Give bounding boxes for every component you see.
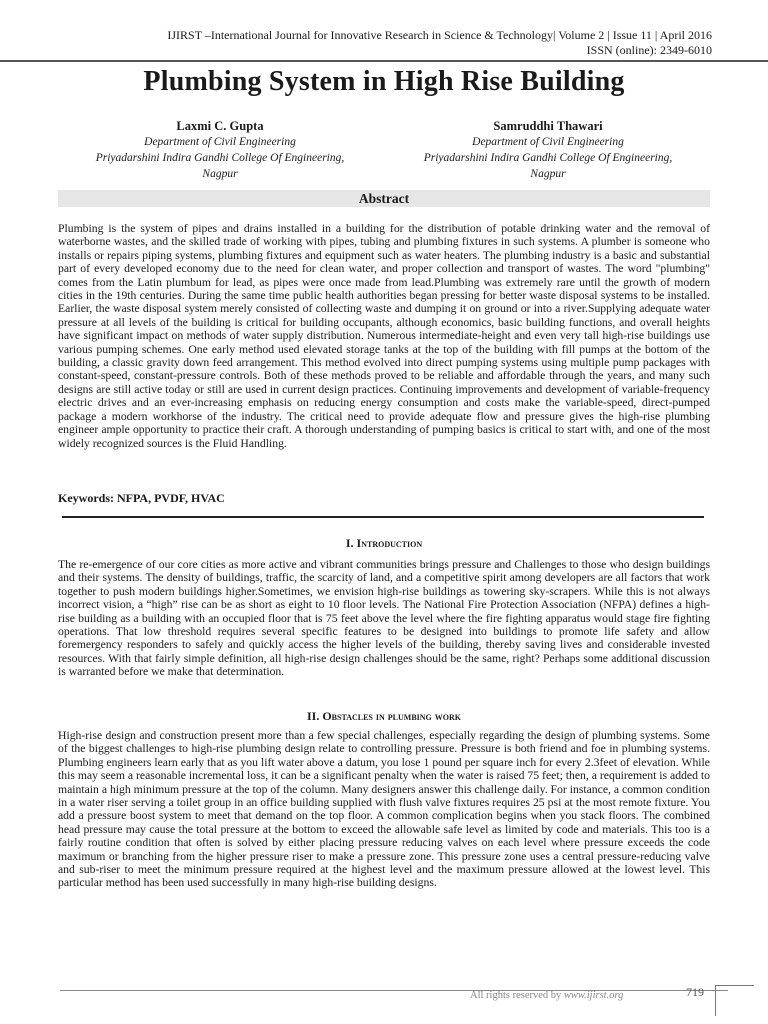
author-city: Nagpur (530, 168, 566, 180)
author-name: Samruddhi Thawari (493, 119, 603, 133)
author-block-2 (398, 118, 698, 182)
section-heading-introduction: I. Introduction (345, 536, 423, 550)
abstract-heading: Abstract (58, 190, 710, 207)
abstract-divider (62, 516, 704, 518)
footer-divider (60, 990, 728, 991)
page-number: 719 (686, 985, 704, 999)
section-text-obstacles: High-rise design and construction present more than a few special challenges, especially regarding the design of plumbing systems. Some of the biggest challenges to high-rise plumbing design relate to controlling pressure. Pressure is both friend and foe in plumbing systems. Plumbing engineers learn early that as you lift water above a datum, you lose 1 pound per square inch for every 2.3feet of elevation. While this may seem a reasonable incremental loss, it can be a significant penalty when the water is raised 75 feet; then, a requirement is added to maintain a high minimum pressure at the top of the column. Many designers answer this challenge daily. For instance, a common condition in a water riser serving a toilet group in an office building supplied with flush valve fixtures requires 25 psi at the most remote fixture. You add a pressure boost system to meet that demand on the top floor. A common complication begins when you stack floors. The combined head pressure may cause the total pressure at the bottom to exceed the allowable safe level as limited by code and materials. This too is a fairly routine condition that often is solved by either placing pressure reducing valves on each level where pressure exceeds the code maximum or branching from the higher pressure riser to make a pressure zone. This pressure zone uses a central pressure-reducing valve and sub-riser to meet the minimum pressure required at the highest level and the maximum pressure allowed at the lowest level. This particular method has been used successfully in many high-rise building designs. (58, 729, 710, 890)
abstract-text: Plumbing is the system of pipes and drains installed in a building for the distribution of potable drinking water and the removal of waterborne wastes, and the skilled trade of working with pipes, tubing and plumbing fixtures in such systems. A plumber is someone who installs or repairs piping systems, plumbing fixtures and equipment such as water heaters. The plumbing industry is a basic and substantial part of every developed economy due to the need for clean water, and proper collection and transport of wastes. The word "plumbing" comes from the Latin plumbum for lead, as pipes were once made from lead.Plumbing was extremely rare until the growth of modern cities in the 19th centuries. During the same time public health authorities began pressing for better waste disposal systems to be installed. Earlier, the waste disposal system merely consisted of collecting waste and dumping it on ground or into a river.Supplying adequate water pressure at all levels of the building is critical for building occupants, although economics, basic building functions, and overall heights have significant impact on methods of water supply distribution. Numerous intermediate-height and even very tall high-rise buildings use various pumping schemes. One early method used elevated storage tanks at the top of the building with fill pumps at the bottom of the building, a classic gravity down feed arrangement. This method evolved into direct pumping systems using multiple pump packages with constant-speed, constant-pressure controls. Both of these methods proved to be reliable and affordable through the years, and many such designs are still active today or still are used in current design practices. Continuing improvements and development of variable-frequency electric drives and an ever-increasing emphasis on reducing energy consumption and costs make the variable-speed, direct-pumped package a modern workhorse of the industry. The critical need to provide adequate flow and pressure gives the high-rise plumbing engineer ample opportunity to practice their craft. A thorough understanding of pumping basics is critical to start with, and one of the most widely recognized sources is the Fluid Handling. (58, 222, 710, 450)
page-number-box (715, 985, 754, 1016)
author-block-1 (70, 118, 370, 182)
author-department: Department of Civil Engineering (144, 136, 296, 148)
journal-header (167, 28, 712, 58)
author-city: Nagpur (202, 168, 238, 180)
paper-title: Plumbing System in High Rise Building (143, 66, 625, 97)
keywords: Keywords: NFPA, PVDF, HVAC (58, 491, 225, 505)
author-college: Priyadarshini Indira Gandhi College Of Engineering, (423, 152, 673, 164)
header-divider (0, 60, 768, 62)
footer-rights (470, 990, 623, 1001)
issn: ISSN (online): 2349-6010 (586, 43, 712, 57)
footer-rights-label: All rights reserved by (470, 990, 562, 1001)
author-name: Laxmi C. Gupta (176, 119, 264, 133)
footer-url[interactable]: www.ijirst.org (563, 990, 624, 1001)
section-heading-obstacles: II. Obstacles in plumbing work (307, 709, 461, 723)
author-department: Department of Civil Engineering (472, 136, 624, 148)
journal-line: IJIRST –International Journal for Innovative Research in Science & Technology| Volume 2 | Issue 11 | April 2016 (167, 28, 712, 42)
author-college: Priyadarshini Indira Gandhi College Of Engineering, (95, 152, 345, 164)
section-text-introduction: The re-emergence of our core cities as more active and vibrant communities brings pressure and Challenges to those who design buildings and their systems. The density of buildings, traffic, the scarcity of land, and a competitive spirit among developers are all factors that work together to push modern buildings higher.Sometimes, we envision high-rise buildings as towering sky-scrapers. While this is not always incorrect vision, a “high” rise can be as short as eight to 10 floor levels. The National Fire Protection Association (NFPA) defines a high-rise building as a building with an occupied floor that is 75 feet above the level where the fire fighting apparatus would stage fire fighting operations. That low threshold requires several specific features to be designed into buildings to promote life safety and allow foremergency responders to safely and quickly access the higher levels of the building, thereby saving lives and considerable invested resources. With that fairly simple definition, all high-rise design challenges should be the same, right? Perhaps some additional discussion is warranted before we make that determination. (58, 558, 710, 679)
